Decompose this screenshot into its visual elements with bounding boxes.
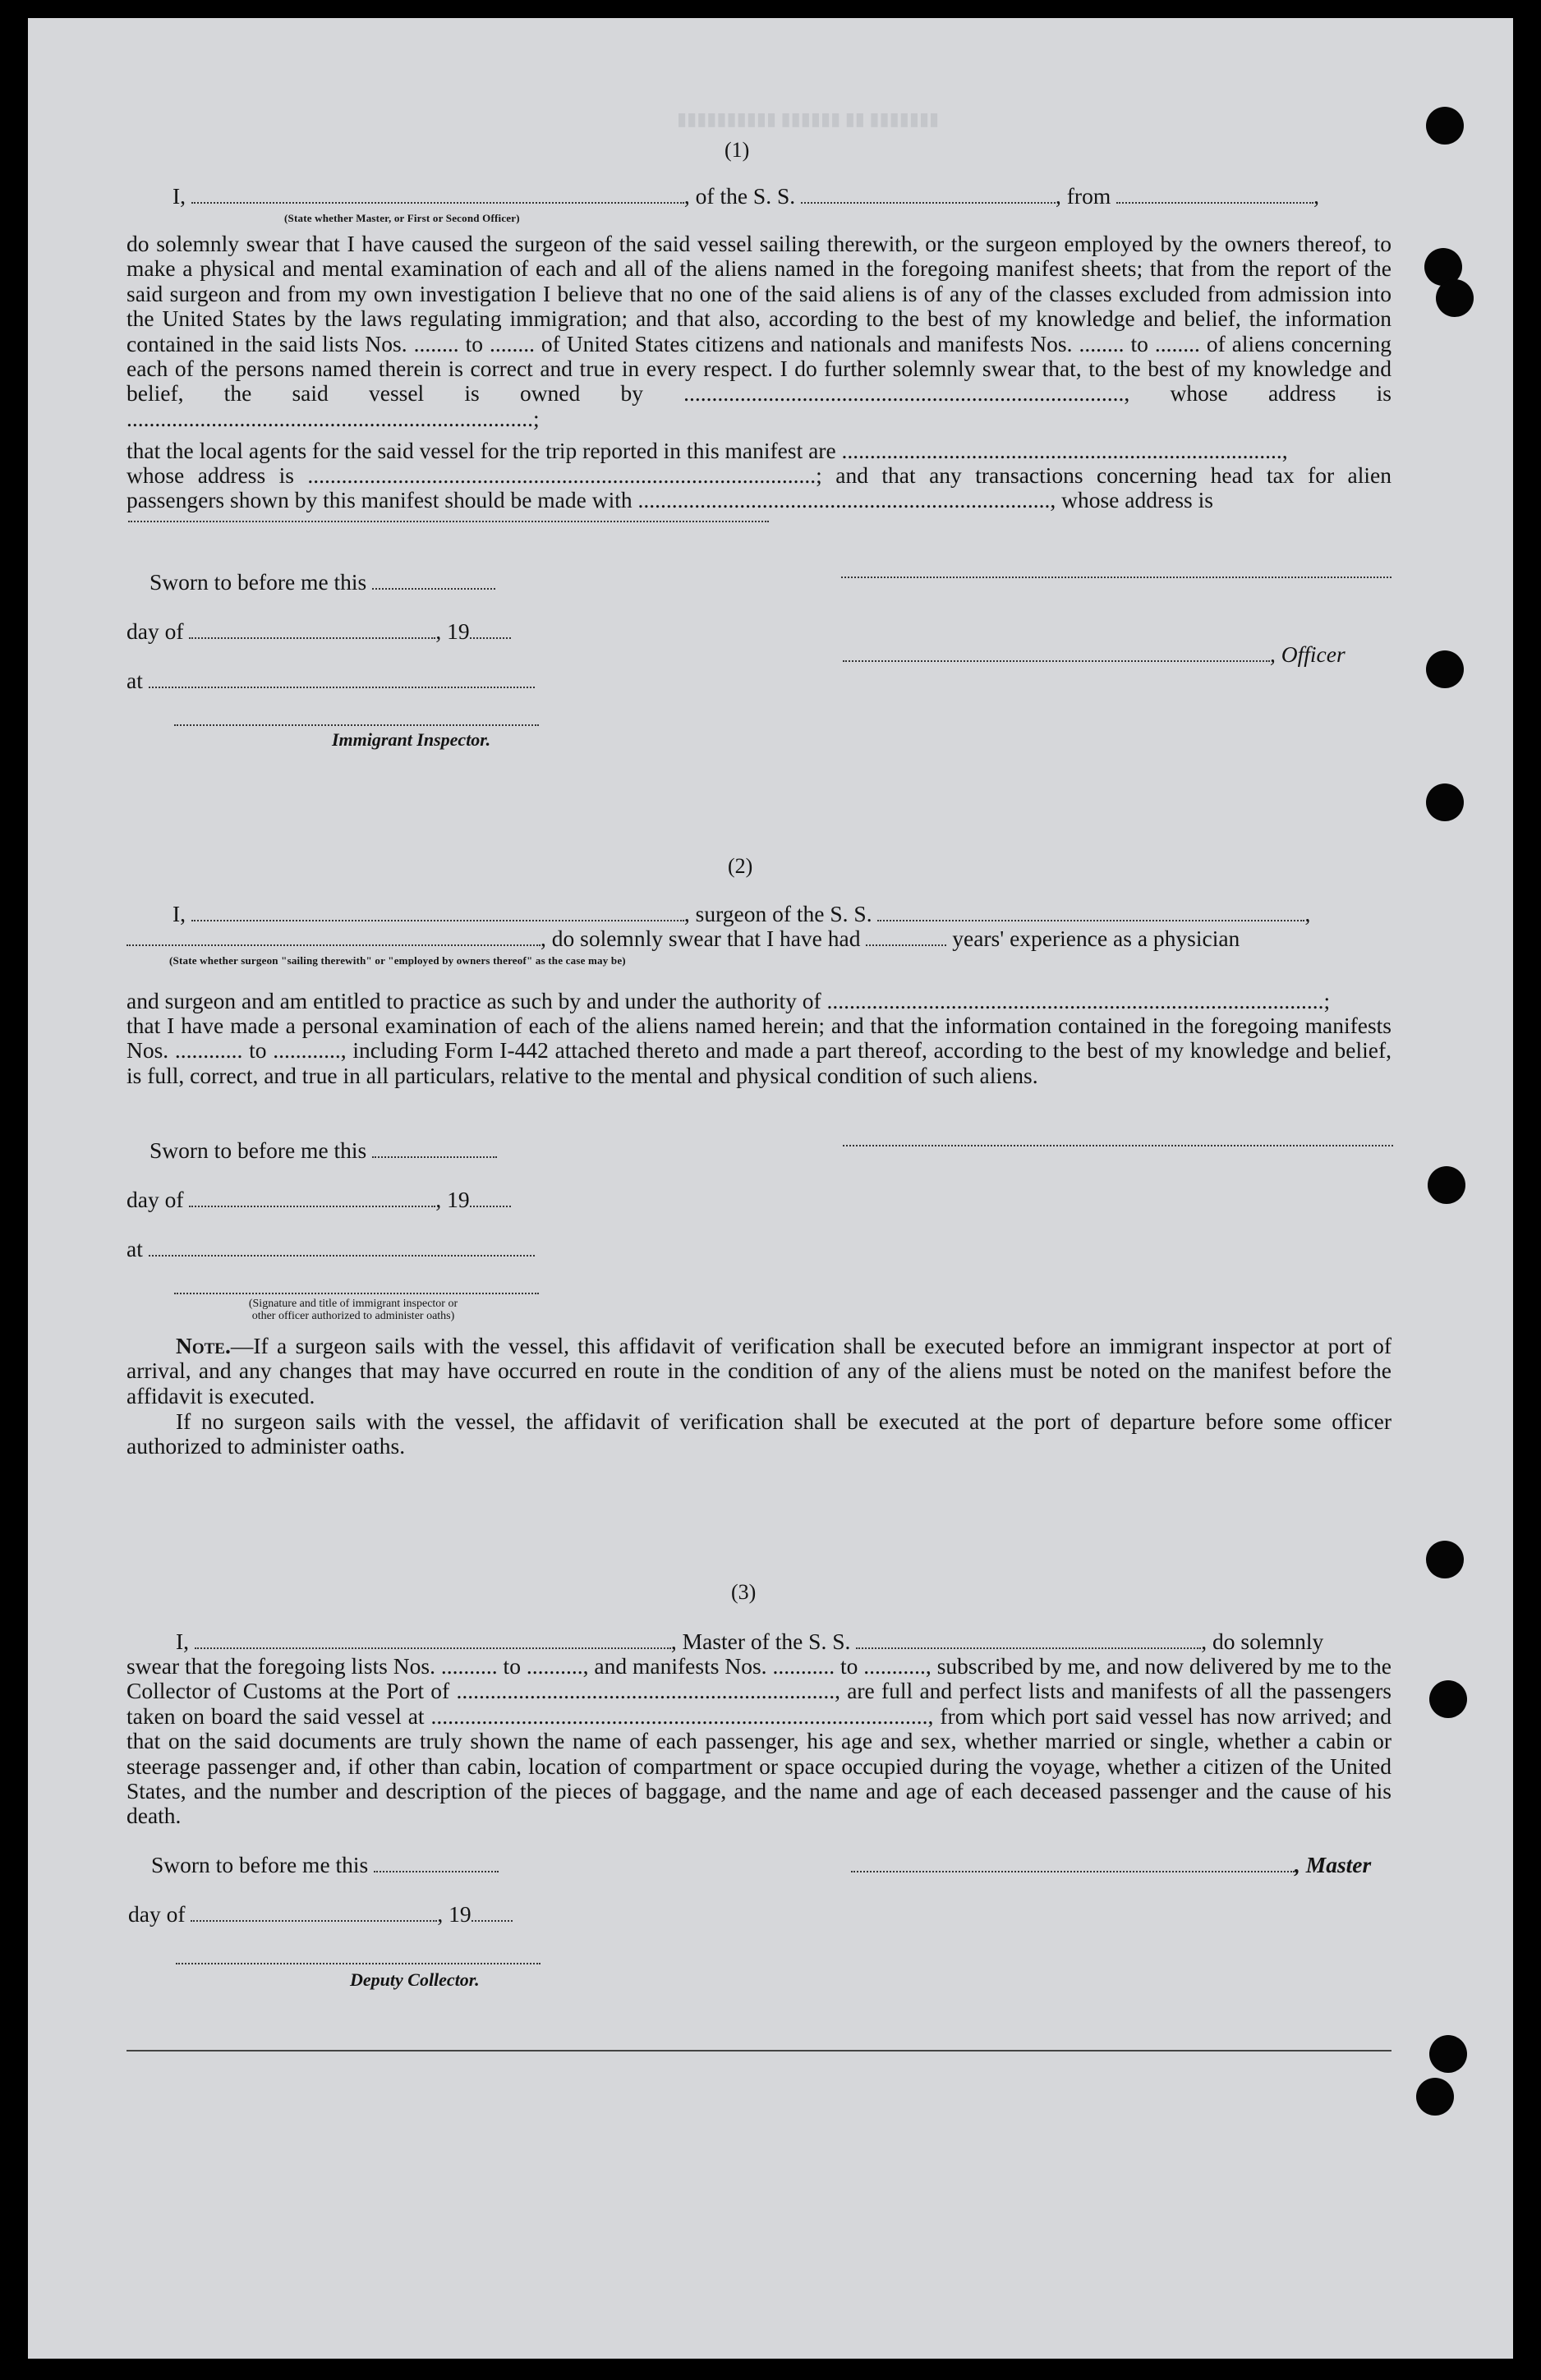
section-3-heading: (3) — [731, 1580, 757, 1604]
inspector-signature-field[interactable] — [174, 724, 539, 726]
year-label: , 19 — [437, 1901, 472, 1927]
section-1-head-tax-text: whose address is ..........................................................................................; and that any transactions concerning head tax for alien passengers shown by this manifest should be made with ........................................................................., whose address is — [126, 462, 1392, 513]
punch-hole — [1436, 279, 1474, 317]
years-experience-field[interactable] — [866, 926, 946, 946]
section-1-oath-line — [172, 184, 1319, 209]
sworn-date-field[interactable] — [372, 1138, 497, 1158]
section-3-oath-text: swear that the foregoing lists Nos. .......... to .........., and manifests Nos. ........... to ..........., subscribed by me, and now delivered by me to the Collector of Customs at the Port of ..................................................................., are full and perfect lists and manifests of all the passengers taken on board the said vessel at ........................................................................................, from which port said vessel has now arrived; and that on the said documents are truly shown the name of each passenger, his age and sex, whether married or single, whether a cabin or steerage passenger and, if other than cabin, location of compartment or space occupied during the voyage, whether a citizen of the United States, and the number and description of the pieces of baggage, and the name and age of each deceased passenger and the cause of his death. — [126, 1653, 1392, 1829]
day-of-label: day of — [126, 1187, 184, 1212]
section-2-line-1 — [172, 902, 1310, 926]
section-1-heading: (1) — [724, 138, 750, 162]
sworn-date-field[interactable] — [372, 570, 495, 590]
sworn-line-1 — [150, 570, 495, 595]
years-experience-label: years' experience as a physician — [952, 926, 1240, 951]
at-line-2 — [126, 1237, 535, 1261]
sworn-label: Sworn to before me this — [150, 1137, 367, 1163]
oath-i: I, — [172, 901, 186, 926]
day-month-field[interactable] — [191, 1902, 437, 1922]
sworn-label: Sworn to before me this — [151, 1852, 369, 1877]
administering-officer-signature-field[interactable] — [174, 1293, 539, 1294]
comma: , — [1313, 183, 1319, 209]
deputy-collector-caption: Deputy Collector. — [350, 1969, 480, 1990]
section-3-line-1 — [176, 1629, 1323, 1654]
day-of-label: day of — [126, 618, 184, 644]
at-line-1 — [126, 669, 535, 693]
note-paragraph-2 — [126, 1409, 1392, 1459]
of-ss-label: , of the S. S. — [683, 183, 796, 209]
oath-i: I, — [176, 1629, 190, 1654]
collector-signature-field[interactable] — [176, 1963, 540, 1964]
punch-hole — [1429, 2035, 1467, 2073]
punch-hole — [1429, 1680, 1467, 1718]
at-place-field[interactable] — [149, 669, 535, 688]
note-text-1: —If a surgeon sails with the vessel, this affidavit of verification shall be executed before an immigrant inspector at port of arrival, and any changes that may have occurred en route in the condition of any of the aliens must be noted on the manifest before the affidavit is executed. — [126, 1333, 1392, 1408]
day-line-1 — [126, 619, 511, 644]
day-line-3 — [128, 1902, 513, 1927]
surgeon-capacity-note: (State whether surgeon "sailing therewith" or "employed by owners thereof" as the case may be) — [169, 954, 626, 967]
sworn-date-field[interactable] — [374, 1853, 499, 1872]
surgeon-capacity-field[interactable] — [126, 926, 540, 946]
surgeon-of-ss-label: , surgeon of the S. S. — [683, 901, 872, 926]
administering-officer-note — [172, 1298, 534, 1322]
at-place-field[interactable] — [149, 1237, 535, 1257]
departure-port-field[interactable] — [1116, 184, 1313, 204]
section-2-examination-text: that I have made a personal examination of each of the aliens named herein; and that the information contained in the foregoing manifests Nos. ............ to ............, including Form I-442 attached thereto and made a part thereof, according to the best of my knowledge and belief, is full, correct, and true in all particulars, relative to the mental and physical condition of such aliens. — [126, 1013, 1392, 1088]
solemnly-swear-label: , do solemnly swear that I have had — [540, 926, 861, 951]
day-month-field[interactable] — [189, 1188, 435, 1207]
punch-hole — [1416, 2078, 1454, 2116]
officer-title-field[interactable] — [843, 642, 1270, 662]
administering-officer-note-line-2: other officer authorized to administer oaths) — [251, 1310, 455, 1322]
master-of-ss-label: , Master of the S. S. — [670, 1629, 851, 1654]
bottom-rule — [126, 2050, 1392, 2051]
year-field[interactable] — [472, 1902, 513, 1922]
punch-hole — [1426, 650, 1464, 688]
comma: , — [1304, 901, 1311, 926]
officer-rank-note: (State whether Master, or First or Second Officer) — [284, 212, 520, 224]
year-label: , 19 — [435, 1187, 470, 1212]
sworn-line-2 — [150, 1138, 497, 1163]
master-name-field[interactable] — [195, 1629, 671, 1649]
at-label: at — [126, 1236, 143, 1261]
master-signature-field[interactable] — [851, 1853, 1295, 1872]
section-2-authority-text: and surgeon and am entitled to practice as such by and under the authority of ........................................................................................; — [126, 988, 1331, 1013]
note-paragraph-1 — [126, 1334, 1392, 1408]
year-field[interactable] — [470, 1188, 511, 1207]
bleed-through-mark: ▮▮▮▮▮▮▮ ▮▮ ▮▮▮▮▮▮ ▮▮▮▮▮▮▮▮▮▮ — [677, 108, 940, 129]
master-label: , Master — [1295, 1852, 1372, 1877]
do-solemnly-label: , do solemnly — [1201, 1629, 1324, 1654]
section-1-agents-text: that the local agents for the said vessel for the trip reported in this manifest are .............................................................................., — [126, 438, 1288, 463]
from-label: , from — [1056, 183, 1111, 209]
master-signature-line — [851, 1853, 1371, 1877]
sworn-line-3 — [151, 1853, 499, 1877]
sworn-label: Sworn to before me this — [150, 569, 367, 595]
officer-title-line — [843, 642, 1346, 667]
day-month-field[interactable] — [189, 619, 435, 639]
at-label: at — [126, 668, 143, 693]
administering-officer-note-line-1: (Signature and title of immigrant inspector or — [248, 1298, 458, 1310]
surgeon-signature-field[interactable] — [843, 1145, 1393, 1146]
officer-label: , Officer — [1270, 641, 1346, 667]
form-sheet — [28, 18, 1513, 2359]
oath-i: I, — [172, 183, 186, 209]
section-2-heading: (2) — [728, 854, 753, 878]
punch-hole — [1428, 1166, 1465, 1204]
day-of-label: day of — [128, 1901, 186, 1927]
day-line-2 — [126, 1188, 511, 1212]
section-2-line-2 — [126, 926, 1240, 951]
punch-hole — [1426, 783, 1464, 821]
officer-rank-field[interactable] — [191, 184, 684, 204]
section-1-oath-text: do solemnly swear that I have caused the surgeon of the said vessel sailing therewith, or the surgeon employed by the owners thereof, to make a physical and mental examination of each and all of the aliens named in the foregoing manifest sheets; that from the report of the said surgeon and from my own investigation I believe that no one of the said aliens is of any of the classes excluded from admission into the United States by the laws regulating immigration; and that also, according to the best of my knowledge and belief, the information contained in the said lists Nos. ........ to ........ of United States citizens and nationals and manifests Nos. ........ to ........ of aliens concerning each of the persons named therein is correct and true in every respect. I do further solemnly swear that, to the best of my knowledge and belief, the said vessel is owned by .............................................................................., whose address is ........................................................................; — [126, 231, 1392, 431]
note-label: Note. — [176, 1333, 231, 1358]
year-field[interactable] — [470, 619, 511, 639]
punch-hole — [1426, 1541, 1464, 1578]
immigrant-inspector-caption: Immigrant Inspector. — [332, 729, 491, 750]
punch-hole — [1426, 107, 1464, 145]
address-continuation-field[interactable] — [128, 521, 769, 522]
surgeon-vessel-field[interactable] — [877, 902, 1304, 921]
note-text-2: If no surgeon sails with the vessel, the affidavit of verification shall be executed at the port of departure before some officer authorized to administer oaths. — [126, 1408, 1392, 1459]
surgeon-name-field[interactable] — [191, 902, 684, 921]
vessel-name-field[interactable] — [801, 184, 1056, 204]
year-label: , 19 — [435, 618, 470, 644]
officer-signature-field[interactable] — [841, 577, 1392, 578]
master-vessel-field[interactable] — [856, 1629, 1201, 1649]
